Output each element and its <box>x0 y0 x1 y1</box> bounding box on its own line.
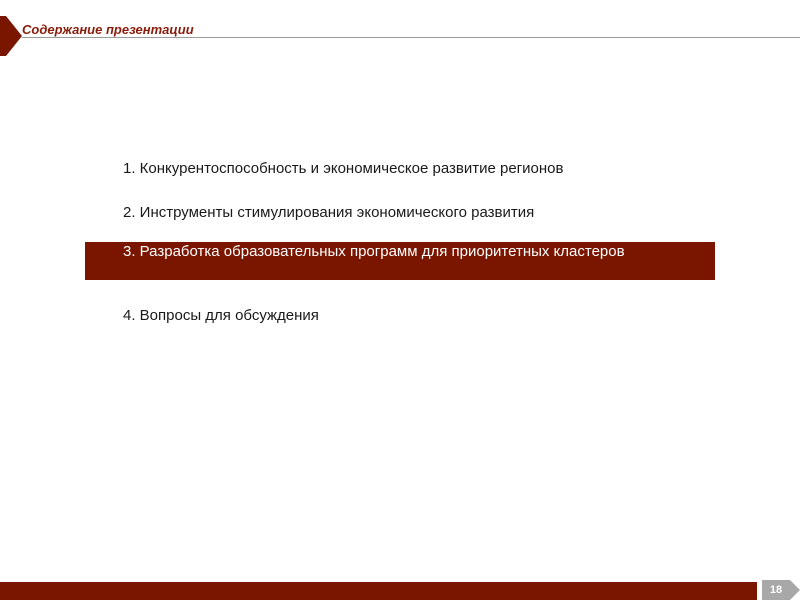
agenda-item-1[interactable]: 1. Конкурентоспособность и экономическое развитие регионов <box>123 160 564 177</box>
footer-bar <box>0 582 757 600</box>
agenda-item-3-active[interactable] <box>85 242 715 280</box>
page-number: 18 <box>769 584 783 596</box>
agenda-item-2[interactable]: 2. Инструменты стимулирования экономического развития <box>123 204 535 221</box>
agenda-item-4[interactable]: 4. Вопросы для обсуждения <box>123 307 319 324</box>
slide-title: Содержание презентации <box>22 22 194 37</box>
agenda-item-3-label: 3. Разработка образовательных программ для приоритетных кластеров <box>123 243 625 260</box>
